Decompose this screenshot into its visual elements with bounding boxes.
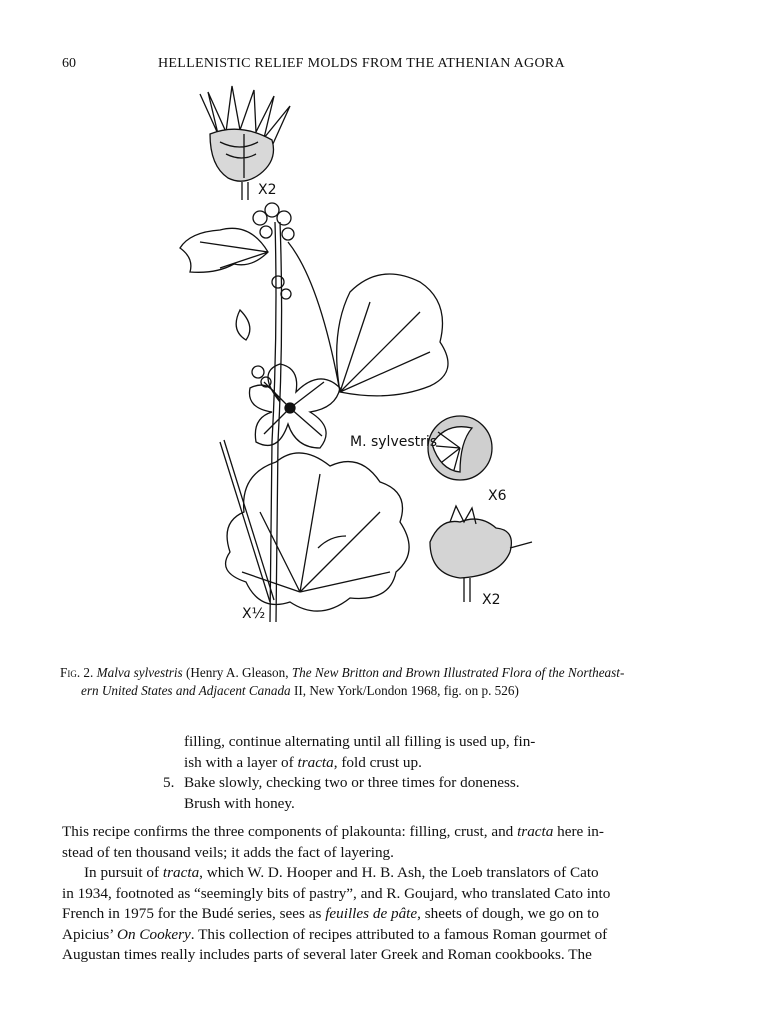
paragraph-2-line-3: French in 1975 for the Budé series, sees as feuilles de pâte, sheets of dough, we go on to [62, 905, 599, 922]
figure-malva-sylvestris [160, 82, 580, 642]
page-number: 60 [62, 56, 76, 71]
paragraph-2-line-4: Apicius’ On Cookery. This collection of recipes attributed to a famous Roman gourmet of [62, 925, 608, 943]
paragraph-1-line-1: This recipe confirms the three components of plakounta: filling, crust, and tracta here in- [62, 823, 604, 840]
caption-open: (Henry A. Gleason, [182, 665, 292, 680]
recipe-step-5: 5. Bake slowly, checking two or three times for doneness. [163, 774, 520, 791]
caption-title-1: The New Britton and Brown Illustrated Flora of the Northeast- [291, 665, 625, 680]
fruit-illustration [430, 506, 532, 602]
recipe-step-5-cont: Brush with honey. [184, 794, 295, 812]
seed-scale-label: X6 [488, 488, 507, 504]
paragraph-1-line-2: stead of ten thousand veils; it adds the fact of layering. [62, 843, 394, 861]
open-flower [249, 364, 340, 448]
right-leaf [288, 242, 448, 396]
figure-caption [60, 664, 712, 700]
upper-leaf [180, 228, 268, 272]
dry-stem [220, 440, 274, 602]
caption-fig-ref: Fig. 2. [60, 665, 94, 680]
paragraph-2-line-2: in 1934, footnoted as “seemingly bits of pastry”, and R. Goujard, who translated Cato into [62, 884, 611, 902]
recipe-line-1: filling, continue alternating until all filling is used up, fin- [184, 733, 536, 750]
running-head: HELLENISTIC RELIEF MOLDS FROM THE ATHENIAN AGORA [158, 56, 565, 71]
plant-scale-label: X½ [242, 606, 266, 622]
fruit-scale-label: X2 [482, 592, 501, 608]
bud-illustration [200, 86, 290, 200]
caption-title-2: ern United States and Adjacent Canada [81, 683, 291, 698]
recipe-steps [163, 732, 603, 814]
recipe-line-2: ish with a layer of tracta, fold crust up. [184, 753, 422, 771]
caption-species: Malva sylvestris [96, 665, 183, 680]
caption-close: II, New York/London 1968, fig. on p. 526) [290, 683, 519, 698]
seed-illustration [428, 416, 492, 480]
bud-scale-label: X2 [258, 182, 277, 198]
paragraph-2-line-1: In pursuit of tracta, which W. D. Hooper and H. B. Ash, the Loeb translators of Cato [84, 864, 599, 881]
body-text [62, 822, 702, 966]
paragraph-2-line-5: Augustan times really includes parts of several later Greek and Roman cookbooks. The [62, 946, 592, 963]
species-label: M. sylvestris [350, 434, 438, 450]
